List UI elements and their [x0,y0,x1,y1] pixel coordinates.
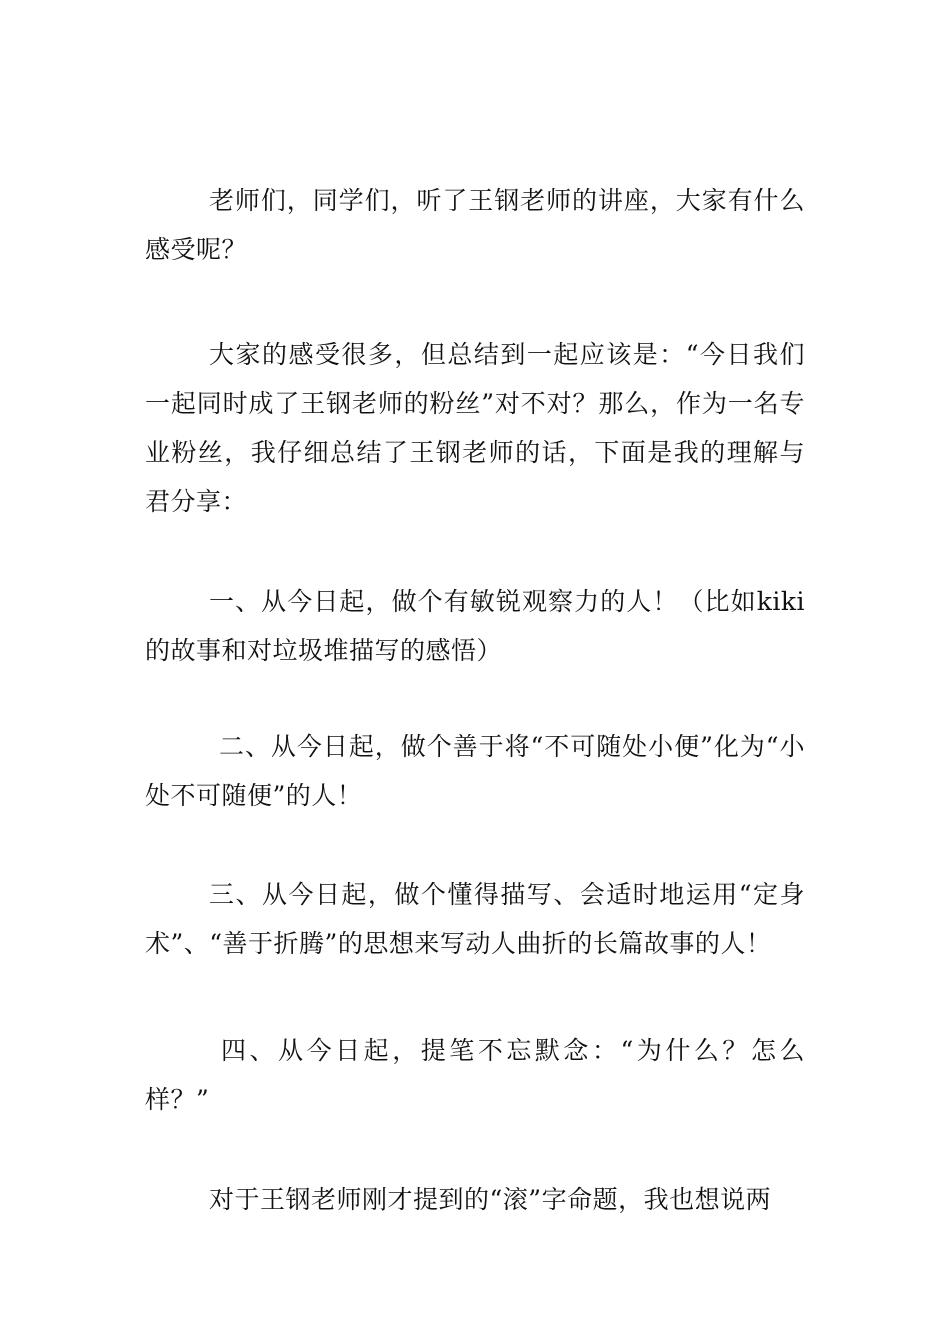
paragraph-summary: 大家的感受很多，但总结到一起应该是：“今日我们一起同时成了王钢老师的粉丝”对不对？那么，作为一名专业粉丝，我仔细总结了王钢老师的话，下面是我的理解与君分享： [145,340,805,516]
paragraph-point-four: 四、从今日起，提笔不忘默念：“为什么？怎么样？” [145,1036,805,1114]
paragraph-closing: 对于王钢老师刚才提到的“滚”字命题，我也想说两 [209,1185,772,1214]
paragraph-point-two: 二、从今日起，做个善于将“不可随处小便”化为“小处不可随便”的人！ [145,732,805,810]
paragraph-opening-question: 老师们，同学们，听了王钢老师的讲座，大家有什么感受呢？ [145,186,805,264]
paragraph-point-three: 三、从今日起，做个懂得描写、会适时地运用“定身术”、“善于折腾”的思想来写动人曲折的长篇故事的人！ [145,880,805,958]
paragraph-point-one: 一、从今日起，做个有敏锐观察力的人！（比如kiki的故事和对垃圾堆描写的感悟） [145,587,805,665]
